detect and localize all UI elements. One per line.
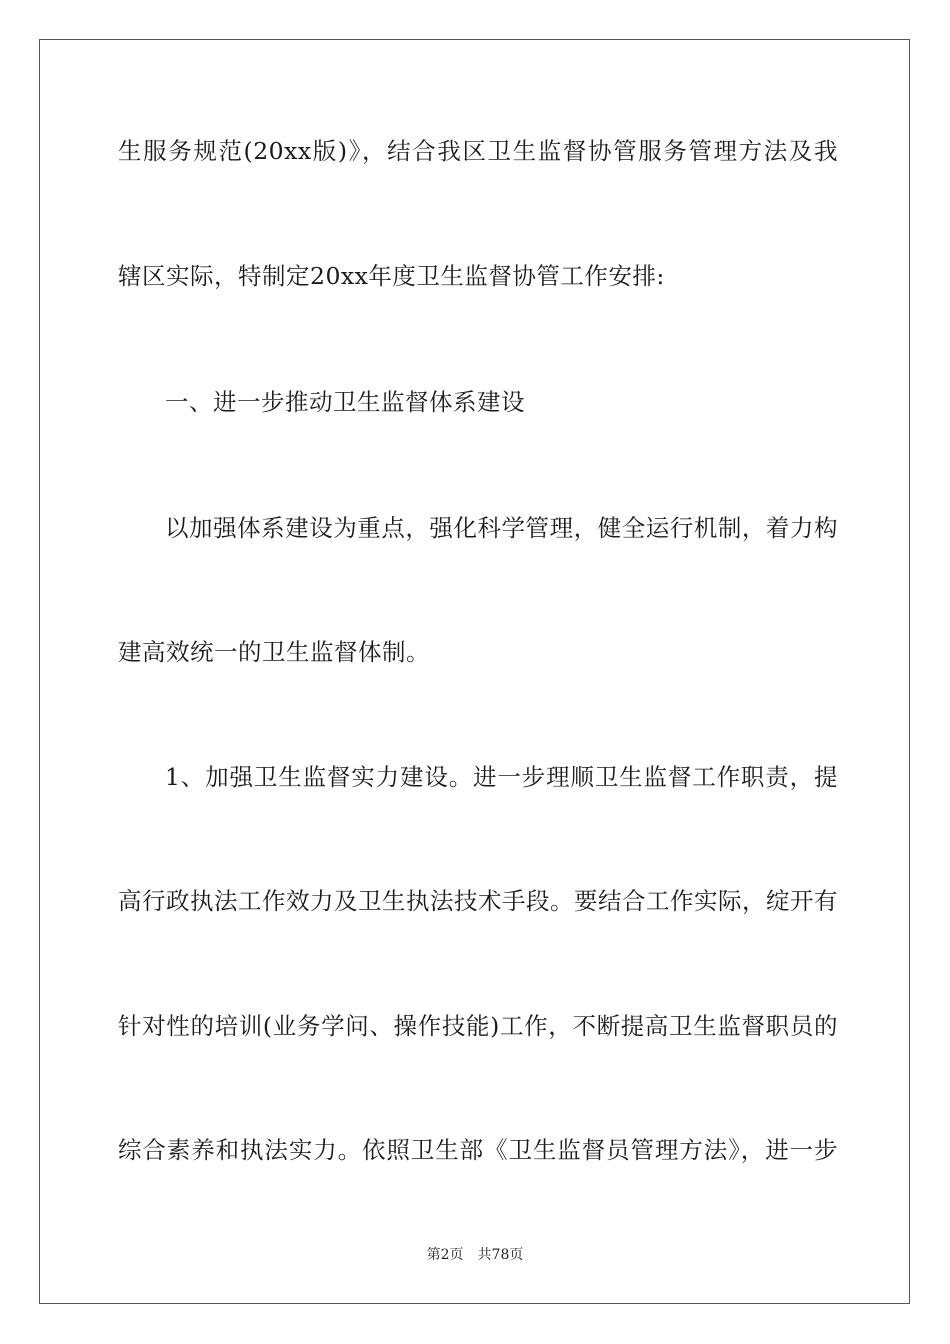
text-line: 建高效统一的卫生监督体制。 [118,638,430,666]
text-line: 辖区实际，特制定20xx年度卫生监督协管工作安排: [118,262,665,290]
page-border [39,39,910,1304]
text-line: 高行政执法工作效力及卫生执法技术手段。要结合工作实际，绽开有 [118,887,838,915]
text-line: 1、加强卫生监督实力建设。进一步理顺卫生监督工作职责，提 [165,763,838,791]
text-line: 生服务规范(20xx版)》，结合我区卫生监督协管服务管理方法及我 [118,137,838,165]
text-line: 以加强体系建设为重点，强化科学管理，健全运行机制，着力构 [165,514,838,542]
section-heading: 一、进一步推动卫生监督体系建设 [165,388,525,416]
text-line: 综合素养和执法实力。依照卫生部《卫生监督员管理方法》，进一步 [118,1136,838,1164]
page-number: 第2页 [426,1247,464,1263]
page-total: 共78页 [477,1247,524,1263]
text-line: 针对性的培训(业务学问、操作技能)工作，不断提高卫生监督职员的 [118,1012,838,1040]
page-footer [0,1246,950,1264]
